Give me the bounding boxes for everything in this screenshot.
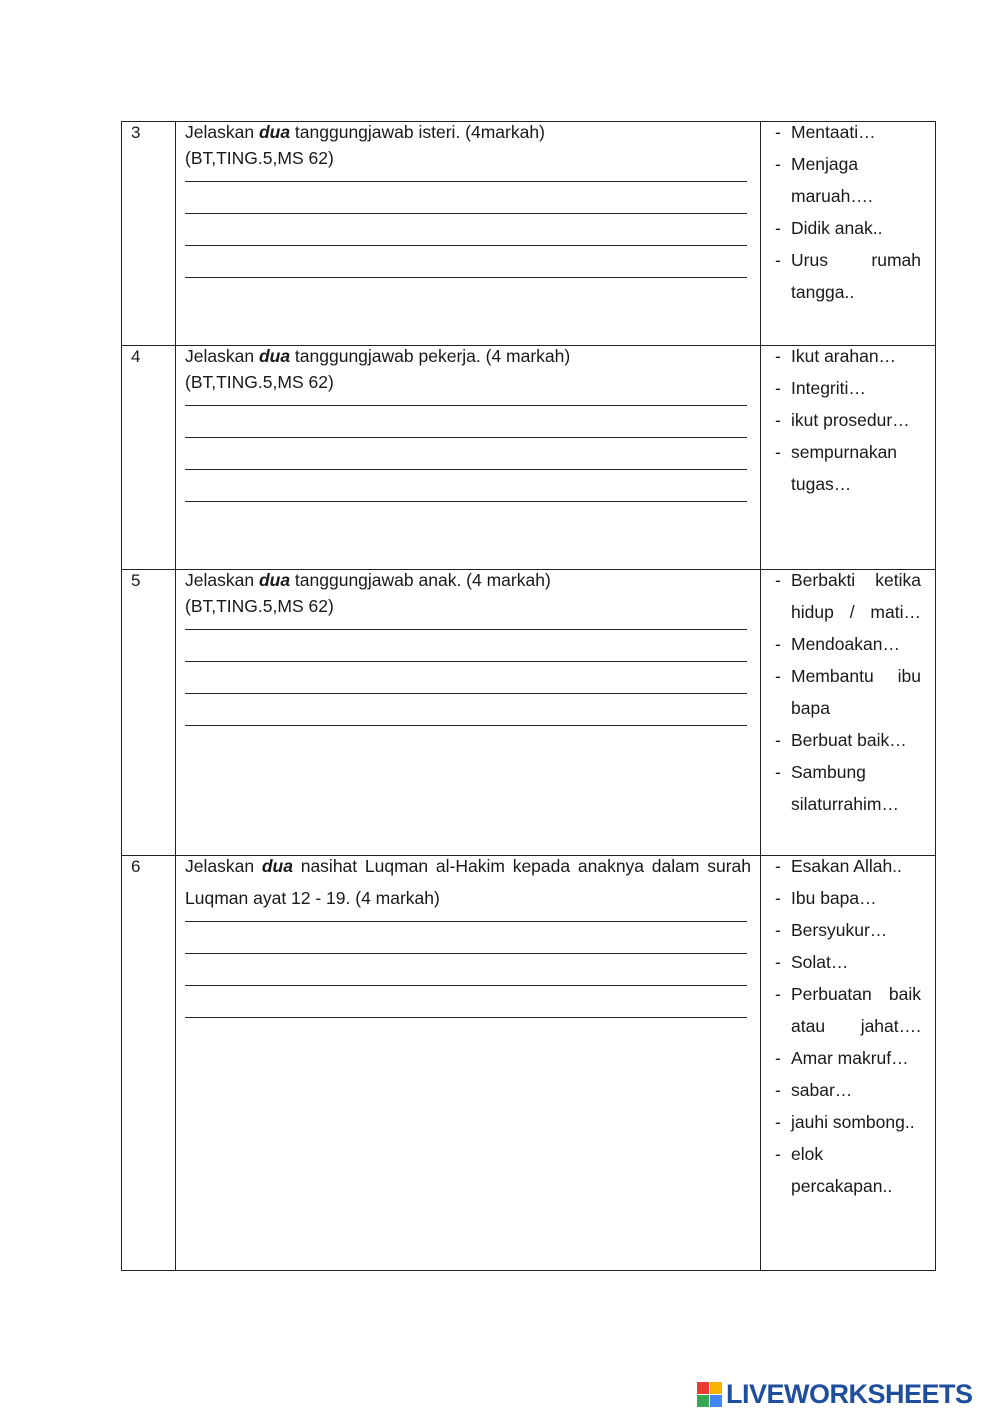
- answer-list: [761, 340, 935, 500]
- answer-item: - Amar makruf…: [775, 1042, 921, 1074]
- answer-item: - jauhi sombong..: [775, 1106, 921, 1138]
- answer-line[interactable]: [185, 470, 747, 502]
- answer-list: [761, 564, 935, 820]
- question-row-6: [122, 856, 936, 1271]
- question-number: 6: [122, 856, 176, 1271]
- answer-list: [761, 116, 935, 308]
- question-number: 3: [122, 122, 176, 346]
- answer-line[interactable]: [185, 662, 747, 694]
- question-reference: (BT,TING.5,MS 62): [185, 372, 334, 392]
- answer-key-cell: [761, 856, 936, 1271]
- answer-item: - Esakan Allah..: [775, 850, 921, 882]
- answer-key-cell: [761, 570, 936, 856]
- question-cell: [176, 346, 761, 570]
- answer-line[interactable]: [185, 954, 747, 986]
- answer-item: - Urus rumah tangga..: [775, 244, 921, 308]
- answer-line[interactable]: [185, 406, 747, 438]
- question-row-5: [122, 570, 936, 856]
- answer-line[interactable]: [185, 922, 747, 954]
- answer-line[interactable]: [185, 246, 747, 278]
- answer-list: [761, 850, 935, 1202]
- answer-item: - Membantu ibu bapa: [775, 660, 921, 724]
- question-prompt: Jelaskan dua tanggungjawab isteri. (4markah): [185, 122, 545, 142]
- answer-item: - ikut prosedur…: [775, 404, 921, 436]
- question-reference: (BT,TING.5,MS 62): [185, 596, 334, 616]
- answer-key-cell: [761, 122, 936, 346]
- answer-item: - Bersyukur…: [775, 914, 921, 946]
- answer-item: - Berbuat baik…: [775, 724, 921, 756]
- answer-line[interactable]: [185, 438, 747, 470]
- answer-item: - Ikut arahan…: [775, 340, 921, 372]
- question-row-4: [122, 346, 936, 570]
- answer-item: - Mentaati…: [775, 116, 921, 148]
- answer-line[interactable]: [185, 986, 747, 1018]
- worksheet-table: [121, 121, 936, 1271]
- answer-key-cell: [761, 346, 936, 570]
- answer-line[interactable]: [185, 694, 747, 726]
- answer-item: - sempurnakan tugas…: [775, 436, 921, 500]
- question-cell: [176, 122, 761, 346]
- question-prompt: Jelaskan dua tanggungjawab anak. (4 markah): [185, 570, 551, 590]
- question-prompt: Jelaskan dua nasihat Luqman al-Hakim kepada anaknya dalam surah Luqman ayat 12 - 19. (4 markah): [185, 856, 751, 908]
- question-prompt: Jelaskan dua tanggungjawab pekerja. (4 markah): [185, 346, 571, 366]
- answer-item: - Berbakti ketika hidup / mati…: [775, 564, 921, 628]
- answer-item: - sabar…: [775, 1074, 921, 1106]
- question-number: 5: [122, 570, 176, 856]
- answer-item: - Menjaga maruah….: [775, 148, 921, 212]
- answer-line[interactable]: [185, 182, 747, 214]
- question-cell: [176, 570, 761, 856]
- liveworksheets-logo[interactable]: [697, 1378, 973, 1410]
- logo-wordmark: LIVEWORKSHEETS: [726, 1378, 973, 1409]
- answer-item: - Didik anak..: [775, 212, 921, 244]
- question-reference: (BT,TING.5,MS 62): [185, 148, 334, 168]
- logo-mark-icon: [697, 1382, 722, 1407]
- answer-item: - Mendoakan…: [775, 628, 921, 660]
- question-number: 4: [122, 346, 176, 570]
- answer-item: - elok percakapan..: [775, 1138, 921, 1202]
- answer-item: - Sambung silaturrahim…: [775, 756, 921, 820]
- answer-item: - Solat…: [775, 946, 921, 978]
- answer-line[interactable]: [185, 214, 747, 246]
- answer-item: - Ibu bapa…: [775, 882, 921, 914]
- answer-item: - Perbuatan baik atau jahat….: [775, 978, 921, 1042]
- question-row-3: [122, 122, 936, 346]
- answer-line[interactable]: [185, 630, 747, 662]
- question-cell: [176, 856, 761, 1271]
- answer-item: - Integriti…: [775, 372, 921, 404]
